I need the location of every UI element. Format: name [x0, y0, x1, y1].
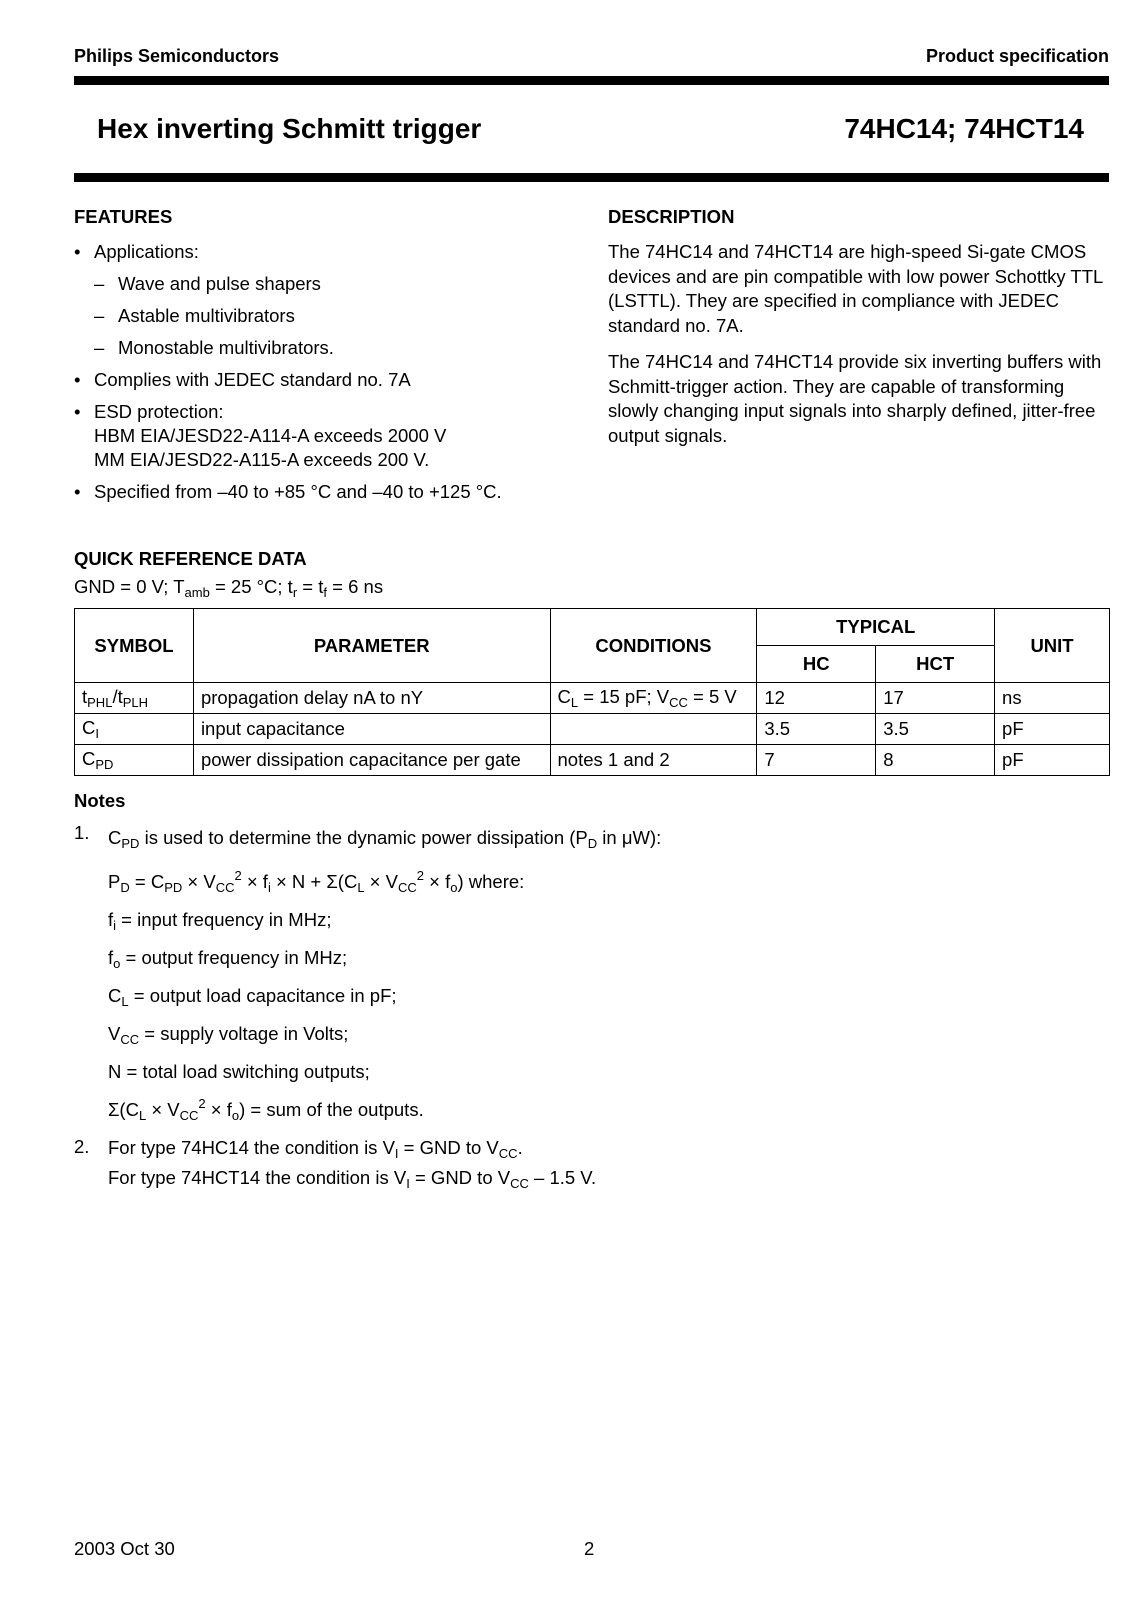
cell-hct: 3.5 — [876, 714, 995, 745]
note-line: For type 74HCT14 the condition is $V_I$ = GND to $V_{CC} - 1.5$ V. — [108, 1167, 597, 1191]
cell-hc: 12 — [757, 683, 876, 714]
description-section — [608, 206, 1113, 448]
dash-icon: – — [94, 337, 105, 358]
notes-section — [74, 822, 1074, 1196]
footer-date: 2003 Oct 30 — [74, 1538, 175, 1559]
cell-parameter: power dissipation capacitance per gate — [193, 745, 550, 776]
description-heading: DESCRIPTION — [608, 206, 735, 227]
bullet-icon: • — [74, 481, 81, 502]
cell-parameter: propagation delay nA to nY — [193, 683, 550, 714]
quick-reference-heading: QUICK REFERENCE DATA — [74, 548, 307, 569]
note-line: $C_{PD}$ is used to determine the dynamic power dissipation ($P_D$ in μW): — [108, 827, 662, 851]
note-line: $C_L$ = output load capacitance in pF; — [108, 985, 397, 1009]
note-line: For type 74HC14 the condition is $V_I$ = GND to $V_{CC}$. — [108, 1137, 523, 1161]
description-paragraph-2: The 74HC14 and 74HCT14 provide six inverting buffers with Schmitt-trigger action. They are capable of transforming slowly changing input signals into sharply defined, jitter-free output signals. — [608, 351, 1102, 446]
table-row — [75, 745, 1110, 776]
bullet-icon: • — [74, 241, 81, 262]
header-rule-bottom — [74, 173, 1109, 182]
document-type: Product specification — [925, 46, 1109, 66]
note-number: 1. — [74, 822, 90, 843]
features-heading: FEATURES — [74, 206, 173, 227]
feature-temperature: • Specified from –40 to +85 °C and –40 to +125 °C. — [74, 481, 502, 502]
bullet-icon: • — [74, 401, 81, 422]
features-section — [74, 206, 574, 504]
page-number: 2 — [584, 1538, 595, 1559]
feature-jedec: • Complies with JEDEC standard no. 7A — [74, 369, 411, 390]
application-item: – Wave and pulse shapers — [94, 273, 321, 294]
cell-hct: 8 — [876, 745, 995, 776]
bullet-icon: • — [74, 369, 81, 390]
header-hct: HCT — [876, 646, 995, 683]
cell-unit: ns — [995, 683, 1110, 714]
cell-symbol: $C_{PD}$ — [75, 745, 194, 776]
header-conditions: CONDITIONS — [550, 609, 757, 683]
feature-esd: • ESD protection: HBM EIA/JESD22-A114-A exceeds 2000 V MM EIA/JESD22-A115-A exceeds 200 V. — [74, 401, 447, 470]
cell-hc: 3.5 — [757, 714, 876, 745]
cell-hc: 7 — [757, 745, 876, 776]
note-formula: $P_D = C_{PD} \times V_{CC}^2 \times f_i \times N + \Sigma(C_L \times V_{CC}^2 \times f_o)$ where: — [108, 868, 525, 895]
application-item: – Astable multivibrators — [94, 305, 295, 326]
note-number: 2. — [74, 1136, 90, 1157]
note-line: N = total load switching outputs; — [108, 1061, 370, 1082]
header-hc: HC — [757, 646, 876, 683]
cell-unit: pF — [995, 745, 1110, 776]
cell-unit: pF — [995, 714, 1110, 745]
part-number: 74HC14; 74HCT14 — [844, 113, 1084, 144]
note-line: $V_{CC}$ = supply voltage in Volts; — [108, 1023, 349, 1047]
quick-reference-table — [74, 608, 1110, 776]
header-parameter: PARAMETER — [193, 609, 550, 683]
cell-conditions: notes 1 and 2 — [550, 745, 757, 776]
note-2 — [74, 1132, 1074, 1196]
header-rule-top — [74, 76, 1109, 85]
cell-symbol: $C_I$ — [75, 714, 194, 745]
note-line: $\Sigma(C_L \times V_{CC}^2 \times f_o)$ = sum of the outputs. — [108, 1096, 424, 1123]
notes-heading: Notes — [74, 790, 126, 811]
header-typical: TYPICAL — [757, 609, 995, 646]
table-row — [75, 714, 1110, 745]
features-list — [74, 240, 574, 504]
dash-icon: – — [94, 305, 105, 326]
table-row — [75, 683, 1110, 714]
application-item: – Monostable multivibrators. — [94, 337, 334, 358]
company-name: Philips Semiconductors — [74, 46, 280, 66]
cell-hct: 17 — [876, 683, 995, 714]
table-header-row — [75, 609, 1110, 646]
document-title: Hex inverting Schmitt trigger — [97, 113, 482, 144]
header-unit: UNIT — [995, 609, 1110, 683]
cell-parameter: input capacitance — [193, 714, 550, 745]
feature-applications: • Applications: – Wave and pulse shapers – Astable multivibrators – Monostable multivibrators. — [74, 240, 574, 360]
cell-symbol: $t_{PHL}/t_{PLH}$ — [75, 683, 194, 714]
note-1 — [74, 822, 1074, 1132]
note-line: $f_i$ = input frequency in MHz; — [108, 909, 332, 933]
description-paragraph-1: The 74HC14 and 74HCT14 are high-speed Si-gate CMOS devices and are pin compatible with low power Schottky TTL (LSTTL). They are specified in compliance with JEDEC standard no. 7A. — [608, 241, 1103, 336]
cell-conditions: $C_L = 15$ pF; $V_{CC} = 5$ V — [550, 683, 757, 714]
note-line: $f_o$ = output frequency in MHz; — [108, 947, 348, 971]
quick-reference-conditions: GND = 0 V; $T_{amb} = 25$ °C; $t_r = t_f = 6$ ns — [74, 576, 384, 600]
header-symbol: SYMBOL — [75, 609, 194, 683]
cell-conditions — [550, 714, 757, 745]
dash-icon: – — [94, 273, 105, 294]
